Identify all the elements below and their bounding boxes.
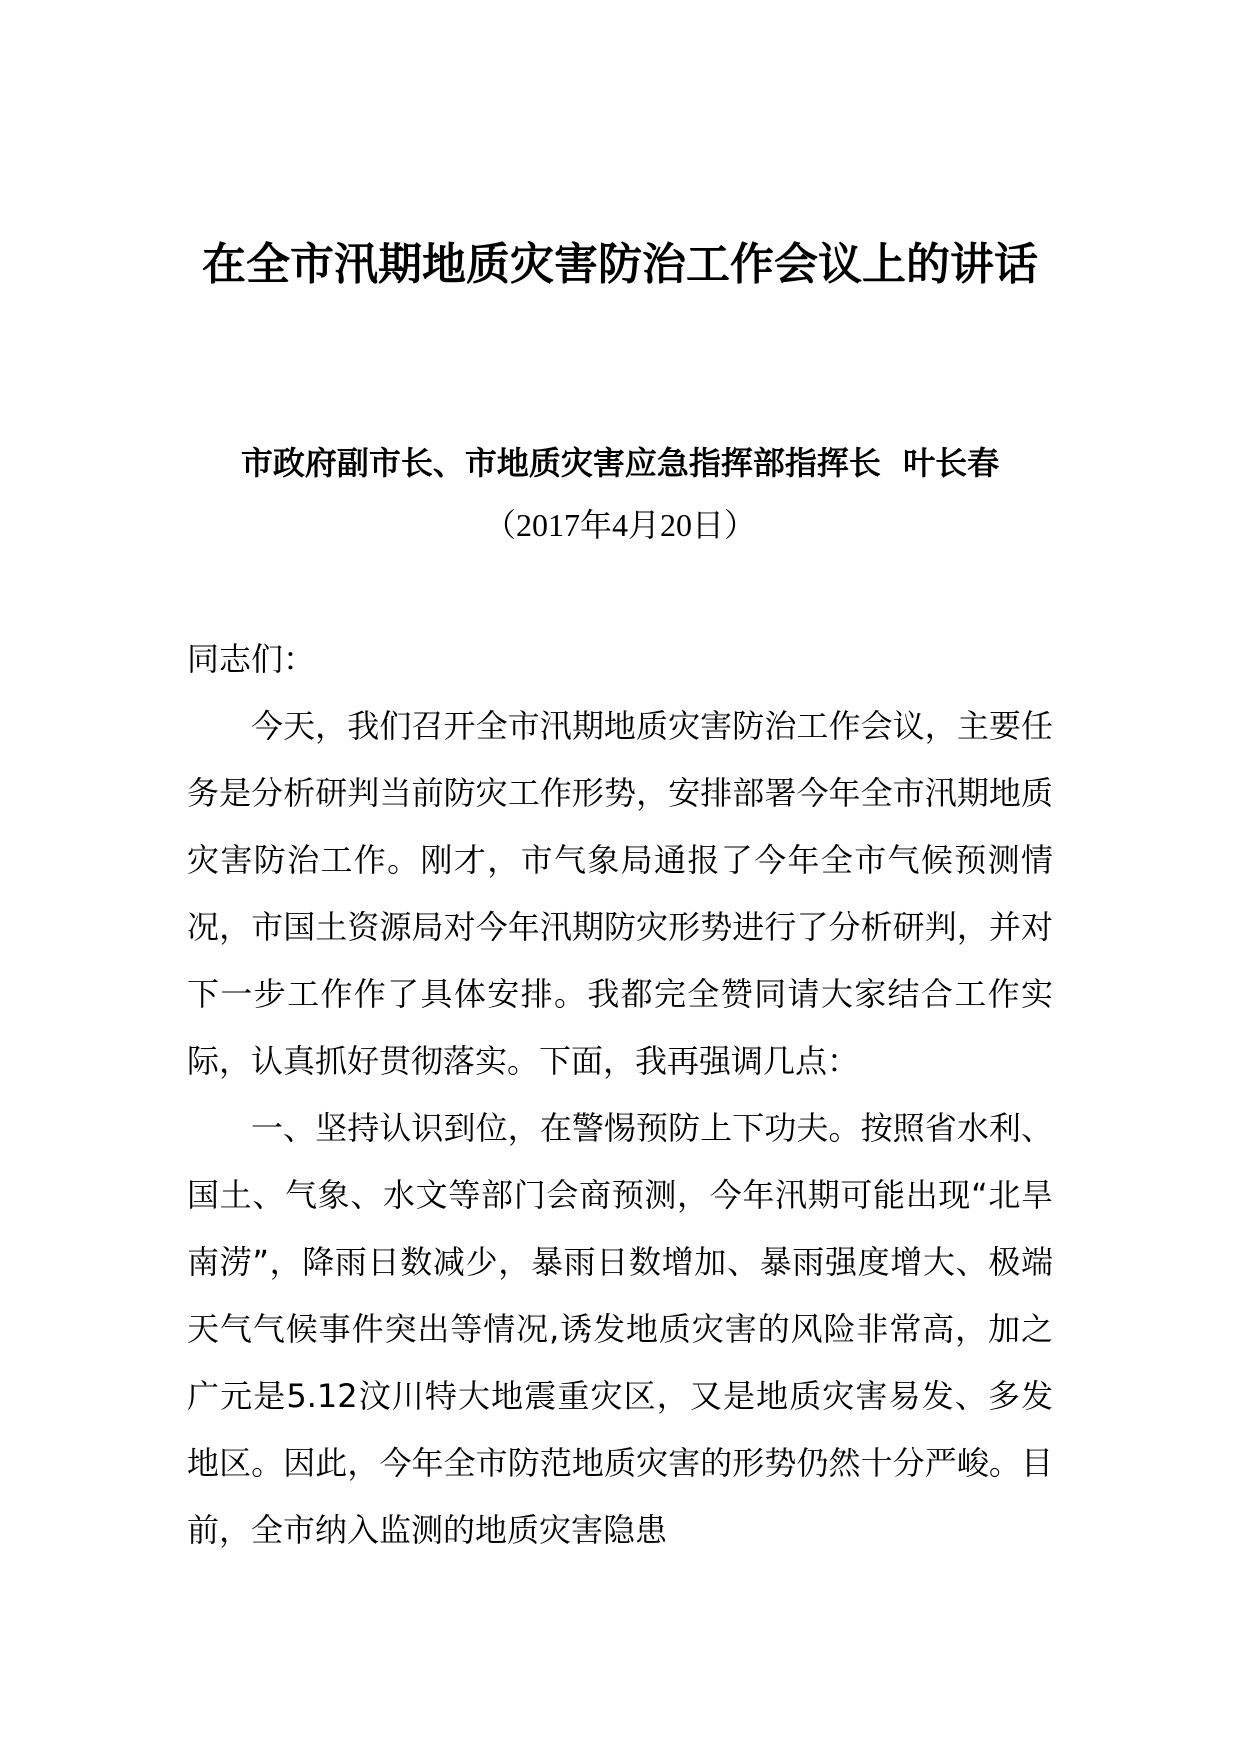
date-line: （2017年4月20日） [483, 507, 756, 543]
paragraph-intro: 今天，我们召开全市汛期地质灾害防治工作会议，主要任务是分析研判当前防灾工作形势，安排部署今年全市汛期地质灾害防治工作。刚才，市气象局通报了今年全市气候预测情况，市国土资源局对今年汛期防灾形势进行了分析研判，并对下一步工作作了具体安排。我都完全赞同请大家结合工作实际，认真抓好贯彻落实。下面，我再强调几点： [187, 707, 1053, 1080]
document-body [187, 626, 1053, 1564]
author-line: 市政府副市长、市地质灾害应急指挥部指挥长 叶长春 [240, 444, 1000, 482]
salutation: 同志们： [187, 640, 316, 678]
paragraph-section-one: 一、坚持认识到位，在警惕预防上下功夫。按照省水利、国土、气象、水文等部门会商预测，今年汛期可能出现“北旱南涝”，降雨日数减少，暴雨日数增加、暴雨强度增大、极端天气气候事件突出等情况,诱发地质灾害的风险非常高，加之广元是5.12汶川特大地震重灾区，又是地质灾害易发、多发地区。因此，今年全市防范地质灾害的形势仍然十分严峻。目前，全市纳入监测的地质灾害隐患 [187, 1109, 1053, 1549]
document-title: 在全市汛期地质灾害防治工作会议上的讲话 [202, 239, 1038, 290]
